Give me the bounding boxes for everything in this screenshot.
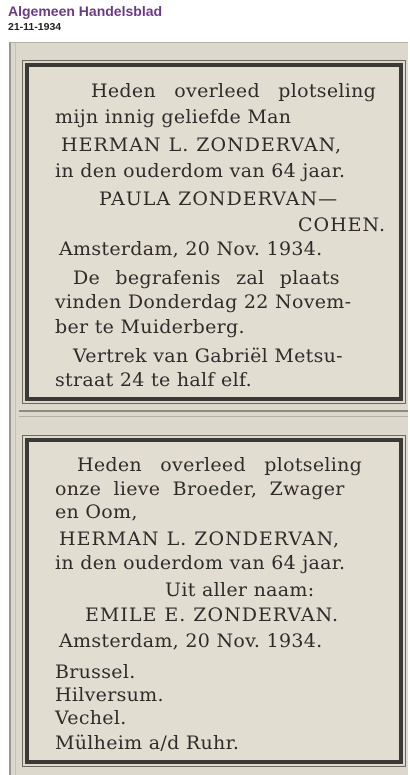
newspaper-clipping: [9, 42, 408, 775]
place-date: Amsterdam, 20 Nov. 1934.: [59, 630, 323, 652]
place-date: Amsterdam, 20 Nov. 1934.: [59, 238, 323, 260]
publication-title: Algemeen Handelsblad: [8, 3, 163, 19]
separator-rule: [19, 410, 408, 412]
notice-line: Heden overleed plotseling: [77, 454, 363, 476]
notice-line: en Oom,: [55, 501, 138, 523]
signatory-name: EMILE E. ZONDERVAN.: [85, 604, 340, 626]
location-line: Brussel.: [55, 661, 136, 683]
deceased-name: HERMAN L. ZONDERVAN,: [59, 528, 341, 550]
notice-line: ber te Muiderberg.: [55, 316, 245, 338]
notice-line: vinden Donderdag 22 Novem-: [55, 291, 352, 313]
notice-line: mijn innig geliefde Man: [55, 106, 292, 128]
death-notice-wife: [25, 63, 403, 401]
notice-line: in den ouderdom van 64 jaar.: [55, 552, 346, 574]
notice-line: straat 24 te half elf.: [55, 369, 252, 391]
deceased-name: HERMAN L. ZONDERVAN,: [61, 134, 343, 156]
location-line: Mülheim a/d Ruhr.: [55, 732, 240, 754]
signatory-name-cont: COHEN.: [298, 214, 387, 236]
notice-line: Heden overleed plotseling: [91, 80, 377, 102]
death-notice-family: [25, 438, 403, 764]
signatory-name: PAULA ZONDERVAN—: [99, 188, 339, 210]
notice-line: Vertrek van Gabriël Metsu-: [73, 345, 343, 367]
notice-line: De begrafenis zal plaats: [73, 267, 340, 289]
signature-intro: Uit aller naam:: [165, 579, 315, 601]
separator-rule: [19, 416, 408, 417]
location-line: Vechel.: [55, 707, 127, 729]
notice-line: in den ouderdom van 64 jaar.: [55, 160, 346, 182]
location-line: Hilversum.: [55, 684, 164, 706]
notice-line: onze lieve Broeder, Zwager: [55, 478, 345, 500]
clipping-header: [8, 3, 162, 34]
publication-date: 21-11-1934: [8, 21, 62, 33]
